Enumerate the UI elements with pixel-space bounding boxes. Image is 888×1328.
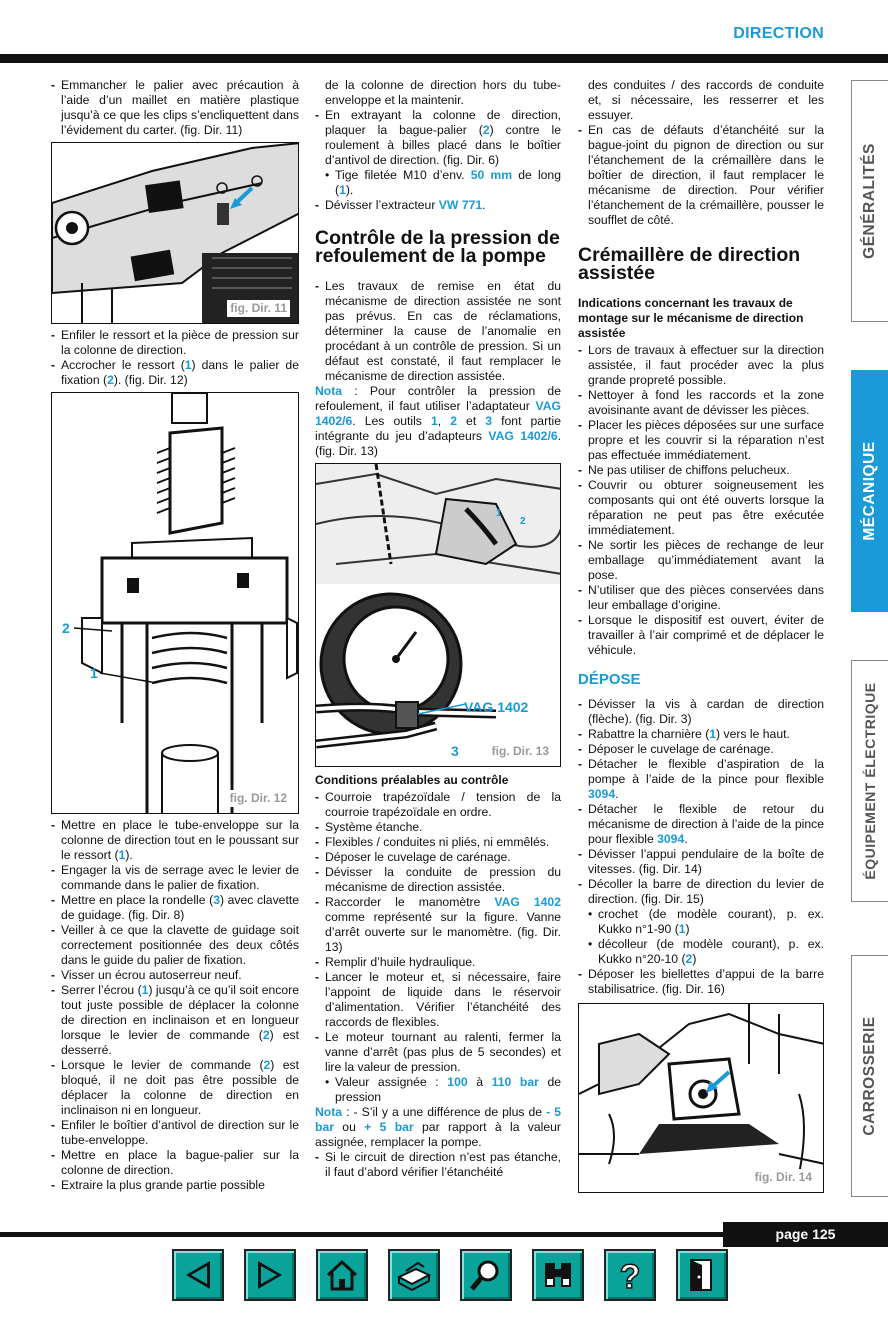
previous-button[interactable] <box>172 1249 224 1301</box>
print-icon <box>396 1257 432 1293</box>
next-button[interactable] <box>244 1249 296 1301</box>
tab-carrosserie[interactable]: CARROSSERIE <box>851 955 888 1197</box>
list-item: - N’utiliser que des pièces conservées dans leur emballage d’origine. <box>578 583 824 612</box>
home-icon <box>324 1257 360 1293</box>
list-item: - Le moteur tournant au ralenti, fermer la vanne d’arrêt (pas plus de 5 secondes) et lire la valeur de pression. <box>315 1030 561 1074</box>
header-rule <box>0 54 888 63</box>
list-item: - Si le circuit de direction n’est pas étanche, il faut d’abord vérifier l’étanchéité <box>315 1150 561 1179</box>
list-item: - Lancer le moteur et, si nécessaire, faire l’appoint de liquide dans le réservoir d’alimentation. Vérifier l’étanchéité des raccords de flexibles. <box>315 970 561 1029</box>
note: Nota : - S’il y a une différence de plus de - 5 bar ou + 5 bar par rapport à la valeur assignée, remplacer la pompe. <box>315 1105 561 1149</box>
pendulum-support-illustration <box>579 1004 824 1192</box>
sub-item: • Valeur assignée : 100 à 110 bar de pression <box>325 1075 562 1104</box>
list-item: - Emmancher le palier avec précaution à l’aide d’un maillet en matière plastique jusqu’à ce que les clips s’encliquettent dans l’évidement du carter. (fig. Dir. 11) <box>51 78 299 137</box>
list-item: - Raccorder le manomètre VAG 1402 comme représenté sur la figure. Vanne d’arrêt ouverte sur le manomètre. (fig. Dir. 13) <box>315 895 561 954</box>
paragraph: des conduites / des raccords de conduite et, si nécessaire, les resserrer et les essuyer. <box>588 78 824 122</box>
section-title: DIRECTION <box>733 25 824 42</box>
list-item: - Placer les pièces déposées sur une surface propre et les couvrir si la réparation n’est pas effectuée immédiatement. <box>578 418 824 462</box>
list-item: - En cas de défauts d’étanchéité sur la bague-joint du pignon de direction ou sur l’étanchement de la crémaillère dans le boîtier de direction, il faut remplacer le mécanisme de direction. Pour vérifier l’étanchement de la crémaillère, pousser le soufflet de côté. <box>578 123 824 227</box>
callout-3: 3 <box>451 743 459 759</box>
subsection-heading: Conditions préalables au contrôle <box>315 773 509 787</box>
list-item: - Ne sortir les pièces de rechange de leur emballage qu’immédiatement avant la pose. <box>578 538 824 582</box>
exit-button[interactable] <box>676 1249 728 1301</box>
list-item: - Dévisser l’extracteur VW 771. <box>315 198 486 212</box>
list-item: - Enfiler le boîtier d’antivol de direction sur le tube-enveloppe. <box>51 1118 299 1147</box>
callout-1: 1 <box>90 665 98 681</box>
list-item: - Déposer les biellettes d’appui de la barre stabilisatrice. (fig. Dir. 16) <box>578 967 824 996</box>
list-item: - Nettoyer à fond les raccords et la zone avoisinante avant de dévisser les pièces. <box>578 388 824 417</box>
figure-caption: fig. Dir. 11 <box>227 300 290 317</box>
list-item: - Remplir d’huile hydraulique. <box>315 955 476 969</box>
figure-caption: fig. Dir. 12 <box>227 790 290 807</box>
list-item: - Lorsque le dispositif est ouvert, éviter de travailler à l’air comprimé et de déplacer le véhicule. <box>578 613 824 657</box>
list-item: - Engager la vis de serrage avec le levier de commande dans le palier de fixation. <box>51 863 299 892</box>
list-item: - Système étanche. <box>315 820 423 834</box>
figure-caption: fig. Dir. 13 <box>489 743 552 760</box>
list-item: - Courroie trapézoïdale / tension de la courroie trapézoïdale en ordre. <box>315 790 561 819</box>
sub-item: • crochet (de modèle courant), p. ex. Kukko n°1-90 (1) <box>588 907 824 936</box>
help-button[interactable] <box>604 1249 656 1301</box>
column-3 <box>578 78 824 1197</box>
pressure-gauge-illustration <box>316 464 561 766</box>
print-button[interactable] <box>388 1249 440 1301</box>
list-item: - Flexibles / conduites ni pliés, ni emmêlés. <box>315 835 550 849</box>
search-button[interactable] <box>460 1249 512 1301</box>
tab-generalites[interactable]: GÉNÉRALITÉS <box>851 80 888 322</box>
paragraph: de la colonne de direction hors du tube-enveloppe et la maintenir. <box>325 78 561 107</box>
figure-dir-14 <box>578 1003 824 1193</box>
list-item: - Dévisser l’appui pendulaire de la boîte de vitesses. (fig. Dir. 14) <box>578 847 824 876</box>
column-2 <box>315 78 561 1180</box>
list-item: - Dévisser la vis à cardan de direction (flèche). (fig. Dir. 3) <box>578 697 824 726</box>
list-item: - Serrer l’écrou (1) jusqu’à ce qu’il soit encore tout juste possible de déplacer la colonne de direction en inclinaison et en longueur lorsque le levier de commande (2) est desserré. <box>51 983 299 1057</box>
home-button[interactable] <box>316 1249 368 1301</box>
list-item: - En extrayant la colonne de direction, plaquer la bague-palier (2) contre le roulement à billes placé dans le boîtier d’antivol de direction. (fig. Dir. 6) <box>315 108 561 167</box>
list-item: - Veiller à ce que la clavette de guidage soit correctement positionnée des deux côtés dans le guide du palier de fixation. <box>51 923 299 967</box>
list-item: - Détacher le flexible de retour du mécanisme de direction à l’aide de la pince pour flexible 3094. <box>578 802 824 846</box>
list-item: - Déposer le cuvelage de carénage. <box>578 742 774 756</box>
list-item: - Lors de travaux à effectuer sur la direction assistée, il faut procéder avec la plus grande propreté possible. <box>578 343 824 387</box>
callout-2: 2 <box>520 516 526 527</box>
binoculars-icon <box>540 1257 576 1293</box>
callout-2: 2 <box>62 620 70 636</box>
list-item: - Mettre en place le tube-enveloppe sur la colonne de direction tout en le poussant sur le ressort (1). <box>51 818 299 862</box>
list-item: - Dévisser la conduite de pression du mécanisme de direction assistée. <box>315 865 561 894</box>
figure-dir-11 <box>51 142 299 324</box>
exit-icon <box>684 1257 720 1293</box>
list-item: - Extraire la plus grande partie possible <box>51 1178 265 1192</box>
list-item: - Décoller la barre de direction du levier de direction. (fig. Dir. 15) <box>578 877 824 906</box>
previous-icon <box>180 1257 216 1293</box>
note: Nota : Pour contrôler la pression de refoulement, il faut utiliser l’adaptateur VAG 1402/6. Les outils 1, 2 et 3 font partie intégrante du jeu d’adapteurs VAG 1402/6. (fig. Dir. 13) <box>315 384 562 458</box>
index-button[interactable] <box>532 1249 584 1301</box>
next-icon <box>252 1257 288 1293</box>
list-item: - Lorsque le levier de commande (2) est bloqué, il ne doit pas être possible de déplacer la colonne de direction en inclinaison ni en longueur. <box>51 1058 299 1117</box>
section-heading-depose: DÉPOSE <box>578 671 641 688</box>
tab-equipement-electrique[interactable]: ÉQUIPEMENT ÉLECTRIQUE <box>851 660 888 902</box>
svg-text:?: ? <box>619 1258 641 1293</box>
list-item: - Accrocher le ressort (1) dans le palier de fixation (2). (fig. Dir. 12) <box>51 358 299 387</box>
list-item: - Couvrir ou obturer soigneusement les composants qui ont été ouverts lorsque la réparation ne peut pas être exécutée immédiatement. <box>578 478 824 537</box>
list-item: - Les travaux de remise en état du mécanisme de direction assistée ne sont pas prévus. En cas de réclamations, déterminer la cause de l’anomalie en procédant à un contrôle de pression. Si un défaut est constaté, il faut remplacer le mécanisme de direction assistée. <box>315 279 561 383</box>
section-heading: Crémaillère de direction assistée <box>578 244 801 284</box>
figure-dir-13 <box>315 463 561 767</box>
search-icon <box>468 1257 504 1293</box>
fixation-bearing-illustration <box>52 393 299 813</box>
sub-item: • Tige filetée M10 d’env. 50 mm de long (1). <box>325 168 561 197</box>
help-icon <box>612 1257 648 1293</box>
subsection-heading: Indications concernant les travaux de montage sur le mécanisme de direction assistée <box>578 296 804 340</box>
tab-mecanique[interactable]: MÉCANIQUE <box>851 370 888 612</box>
list-item: - Mettre en place la rondelle (3) avec clavette de guidage. (fig. Dir. 8) <box>51 893 299 922</box>
list-item: - Déposer le cuvelage de carénage. <box>315 850 511 864</box>
steering-column-illustration <box>52 143 299 323</box>
list-item: - Ne pas utiliser de chiffons pelucheux. <box>578 463 790 477</box>
callout-vag-1402: VAG 1402 <box>464 699 529 715</box>
callout-1: 1 <box>496 508 502 519</box>
list-item: - Mettre en place la bague-palier sur la colonne de direction. <box>51 1148 299 1177</box>
list-item: - Rabattre la charnière (1) vers le haut. <box>578 727 790 741</box>
sub-item: • décolleur (de modèle courant), p. ex. Kukko n°20-10 (2) <box>588 937 824 966</box>
figure-caption: fig. Dir. 14 <box>752 1169 815 1186</box>
page-number: page 125 <box>723 1222 888 1247</box>
section-heading: Contrôle de la pression de refoulement de la pompe <box>315 227 560 267</box>
list-item: - Détacher le flexible d’aspiration de la pompe à l’aide de la pince pour flexible 3094. <box>578 757 824 801</box>
column-1 <box>51 78 299 1193</box>
list-item: - Visser un écrou autoserreur neuf. <box>51 968 242 982</box>
figure-dir-12 <box>51 392 299 814</box>
list-item: - Enfiler le ressort et la pièce de pression sur la colonne de direction. <box>51 328 299 357</box>
